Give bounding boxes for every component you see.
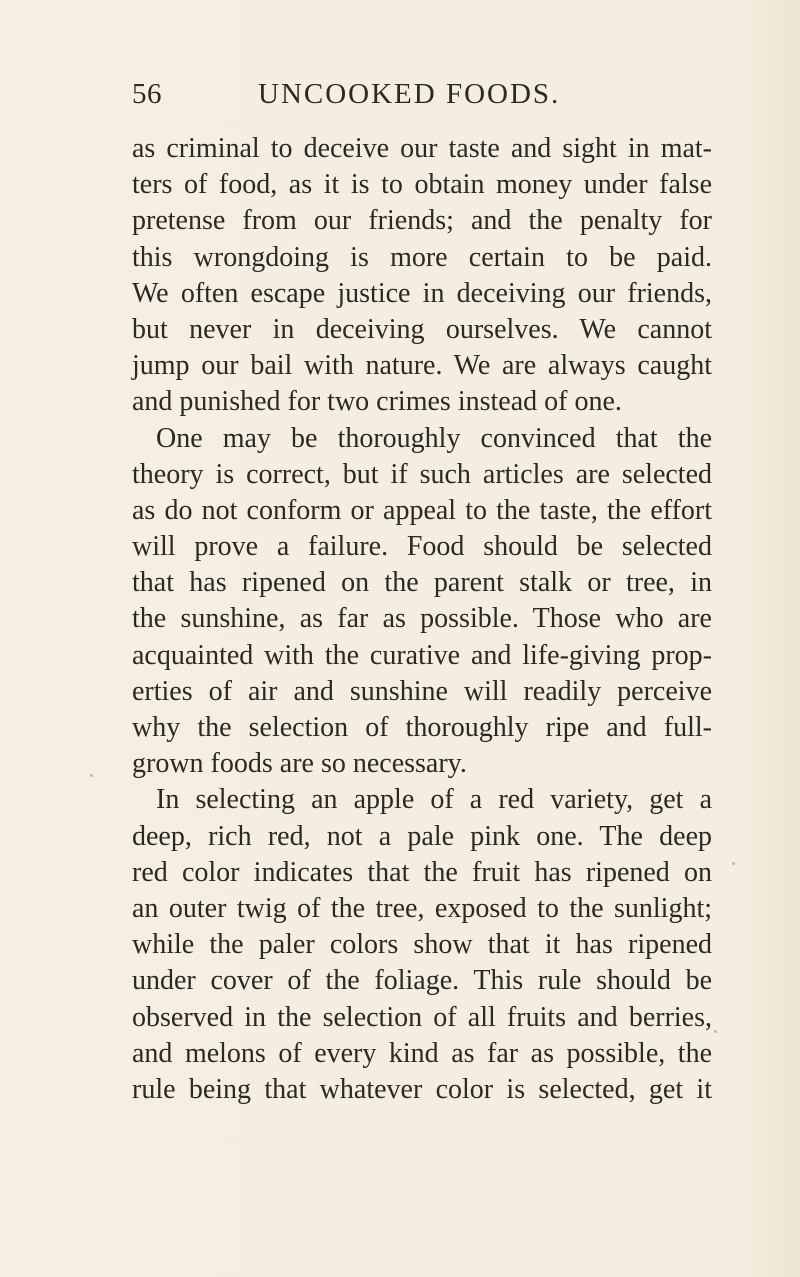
text-line: erties of air and sunshine will readily perceive — [132, 675, 712, 707]
text-line: grown foods are so necessary. — [132, 748, 467, 780]
text-line: as do not conform or appeal to the taste, the effort — [132, 494, 712, 526]
paragraph-start-line: In selecting an apple of a red variety, get a — [156, 784, 712, 816]
text-line: will prove a failure. Food should be selected — [132, 531, 712, 563]
text-line: acquainted with the curative and life-giving prop- — [132, 639, 712, 671]
text-line: this wrongdoing is more certain to be paid. — [132, 241, 712, 273]
text-line: but never in deceiving ourselves. We cannot — [132, 313, 712, 345]
text-line: while the paler colors show that it has ripened — [132, 929, 712, 961]
text-line: deep, rich red, not a pale pink one. The deep — [132, 820, 712, 852]
text-line: jump our bail with nature. We are always caught — [132, 350, 712, 382]
text-line: and melons of every kind as far as possible, the — [132, 1037, 712, 1069]
text-line: rule being that whatever color is selected, get it — [132, 1073, 712, 1105]
text-line: observed in the selection of all fruits and berries, — [132, 1001, 712, 1033]
body-text — [132, 131, 712, 1108]
running-title: UNCOOKED FOODS. — [258, 78, 561, 110]
text-line: an outer twig of the tree, exposed to the sunlight; — [132, 892, 712, 924]
paper-speck — [714, 1030, 717, 1033]
text-line: ters of food, as it is to obtain money under false — [132, 169, 712, 201]
text-line: pretense from our friends; and the penalty for — [132, 205, 712, 237]
paragraph-start-line: One may be thoroughly convinced that the — [156, 422, 712, 454]
text-line: the sunshine, as far as possible. Those who are — [132, 603, 712, 635]
running-head — [132, 78, 712, 118]
text-line: under cover of the foliage. This rule should be — [132, 965, 712, 997]
paper-speck — [732, 862, 735, 865]
paper-speck — [90, 774, 93, 777]
text-line: red color indicates that the fruit has ripened on — [132, 856, 712, 888]
text-line: and punished for two crimes instead of one. — [132, 386, 622, 418]
page-number: 56 — [132, 78, 162, 110]
text-line: theory is correct, but if such articles are selected — [132, 458, 712, 490]
text-line: We often escape justice in deceiving our friends, — [132, 277, 712, 309]
text-line: that has ripened on the parent stalk or tree, in — [132, 567, 712, 599]
text-line: why the selection of thoroughly ripe and full- — [132, 712, 712, 743]
text-line: as criminal to deceive our taste and sight in mat- — [132, 133, 712, 164]
